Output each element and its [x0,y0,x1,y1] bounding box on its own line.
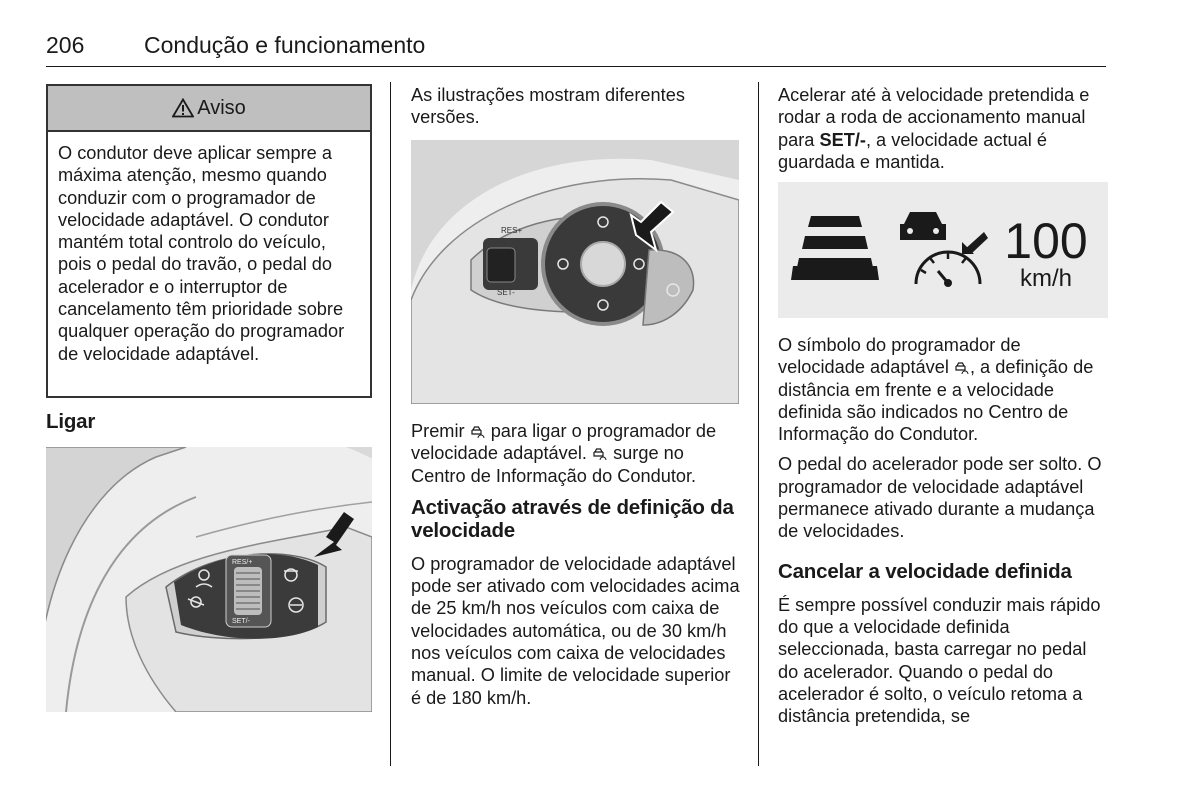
section-heading-ligar: Ligar [46,410,96,433]
set-control-label: SET/- [819,129,866,150]
steering-wheel-illustration [46,447,372,712]
symbol-text-b: , a definição de distância em frente e a velocidade definida são indicados no Centro de Informação do Condutor. [778,357,1094,445]
warning-text: O condutor deve aplicar sempre a máxima atenção, mesmo quando conduzir com o programador de velocidade adaptável. O condutor mantém total controlo do veículo, pois o pedal do travão, o pedal do acelerador e o interruptor de cancelamento têm prioridade sobre qualquer operação do programador de velocidade adaptável. [58,143,345,364]
set-label: SET/- [232,618,250,625]
steering-wheel-figure-2 [411,140,739,404]
steering-wheel-illustration [411,140,739,404]
column-divider [390,82,391,766]
warning-header [48,86,370,132]
symbol-text [778,334,1110,445]
chapter-title: Condução e funcionamento [144,32,426,58]
following-distance-bars-icon [791,216,879,280]
intro-text: As ilustrações mostram diferentes versões. [411,85,685,128]
premir-text-c: surge no Centro de Informação do Condutor. [411,443,697,486]
section-heading-cancel: Cancelar a velocidade definida [778,559,1072,583]
accelerate-text-b: , a velocidade actual é guardada e mantida. [778,129,1047,172]
driver-info-display-graphic [778,182,1108,318]
warning-triangle-icon [172,98,194,118]
warning-box [46,84,372,398]
steering-wheel-figure-1 [46,447,372,712]
page-header [46,30,1106,67]
set-speed-unit: km/h [1019,265,1073,292]
res-label: RES+ [501,226,523,235]
page-number: 206 [46,32,85,58]
set-speed-value: 100 [1004,213,1088,269]
warning-title: Aviso [197,96,246,119]
adaptive-cruise-icon [954,361,970,375]
adaptive-cruise-gauge-icon [900,212,988,287]
cancel-text: É sempre possível conduzir mais rápido do que a velocidade definida seleccionada, basta carregar no pedal do acelerador. Quando o pedal do acelerador é solto, o veículo retoma a distância pretendida, se [778,594,1101,727]
adaptive-cruise-icon [592,447,608,461]
activation-text: O programador de velocidade adaptável pode ser ativado com velocidades acima de 25 km/h nos veículos com caixa de velocidades automática, ou de 30 km/h nos veículos com caixa de velocidades manual. O limite de velocidade superior é de 180 km/h. [411,553,740,708]
pedal-text: O pedal do acelerador pode ser solto. O programador de velocidade adaptável permanece ativado durante a mudança de velocidades. [778,454,1102,542]
accelerate-text-a: Acelerar até à velocidade pretendida e rodar a roda de accionamento manual para [778,85,1090,150]
accelerate-text [778,84,1108,173]
section-heading-activation: Activação através de definição da velocidade [411,495,734,542]
symbol-text-a: O símbolo do programador de velocidade adaptável [778,335,1021,378]
premir-text-b: para ligar o programador de velocidade adaptável. [411,421,717,464]
res-label: RES/+ [232,559,253,566]
set-label: SET- [497,288,515,297]
column-divider [758,82,759,766]
premir-text [411,420,743,487]
driver-info-display [778,182,1108,318]
premir-text-a: Premir [411,421,465,441]
adaptive-cruise-icon [470,425,486,439]
